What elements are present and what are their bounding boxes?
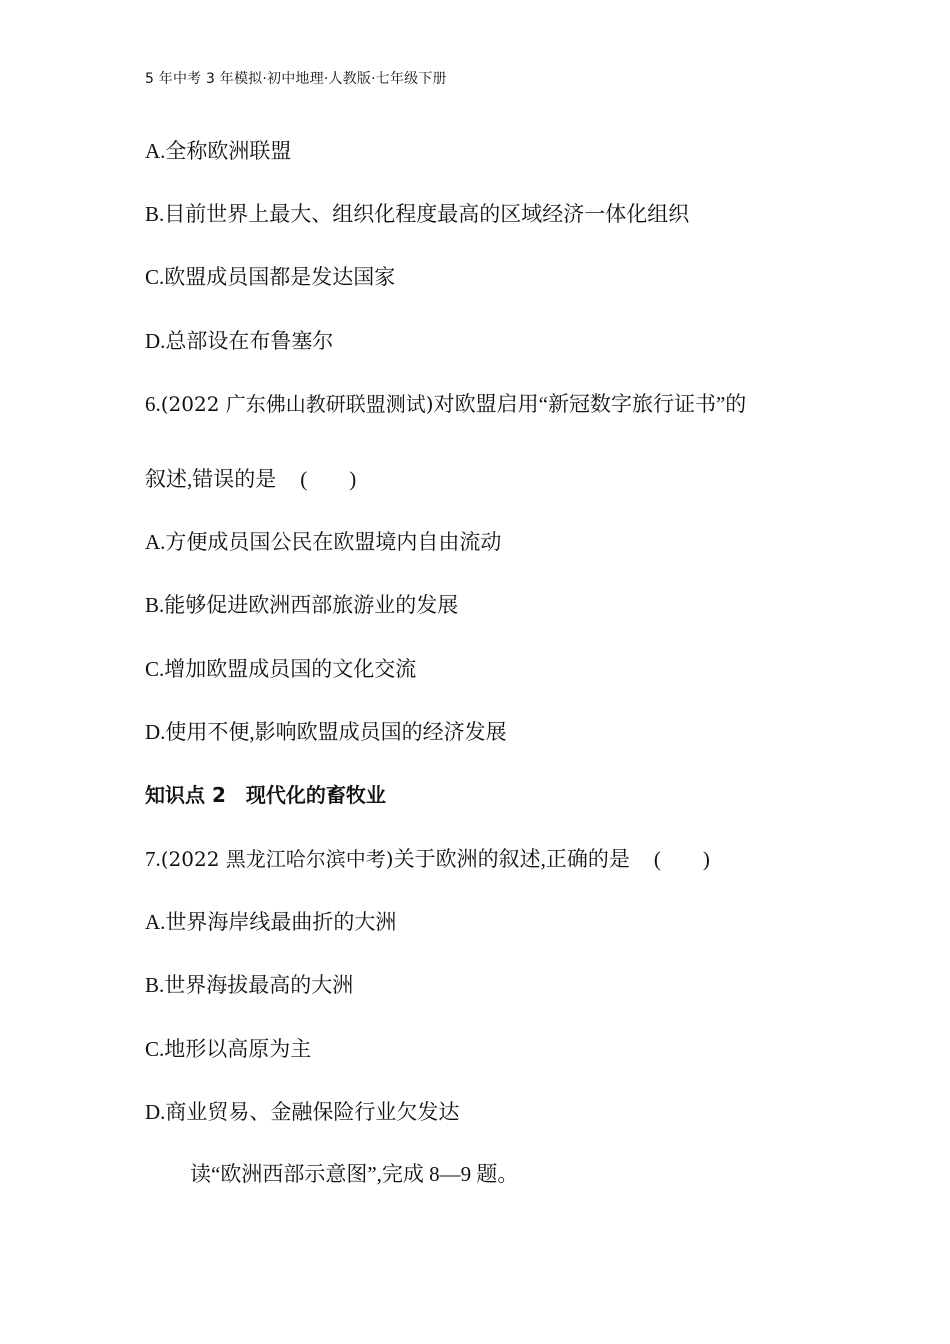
q7-option-d: D.商业贸易、金融保险行业欠发达 (145, 1100, 460, 1124)
q5-option-a: A.全称欧洲联盟 (145, 139, 292, 163)
q6-stem-text: 对欧盟启用“新冠数字旅行证书”的 (433, 392, 747, 416)
q6-number: 6. (145, 392, 161, 416)
q5-option-b: B.目前世界上最大、组织化程度最高的区域经济一体化组织 (145, 202, 690, 226)
q6-stem-line1 (145, 390, 746, 418)
q6-stem-line2 (145, 465, 356, 493)
q7-number: 7. (145, 847, 161, 871)
page-header: 5 年中考 3 年模拟·初中地理·人教版·七年级下册 (145, 71, 447, 87)
q7-option-b: B.世界海拔最高的大洲 (145, 973, 354, 997)
q6-stem-text-2: 叙述,错误的是 (145, 467, 277, 491)
q7-option-c: C.地形以高原为主 (145, 1037, 312, 1061)
q6-option-a: A.方便成员国公民在欧盟境内自由流动 (145, 530, 502, 554)
q6-option-b: B.能够促进欧洲西部旅游业的发展 (145, 593, 459, 617)
q6-answer-bracket: ( ) (300, 467, 357, 491)
q5-option-d: D.总部设在布鲁塞尔 (145, 329, 334, 353)
q5-option-c: C.欧盟成员国都是发达国家 (145, 265, 396, 289)
q7-stem-text: 关于欧洲的叙述,正确的是 (393, 847, 630, 871)
q7-option-a: A.世界海岸线最曲折的大洲 (145, 910, 397, 934)
q7-source: (2022 黑龙江哈尔滨中考) (160, 847, 394, 871)
q7-answer-bracket: ( ) (653, 847, 710, 871)
q6-option-d: D.使用不便,影响欧盟成员国的经济发展 (145, 720, 507, 744)
reading-instruction: 读“欧洲西部示意图”,完成 8—9 题。 (190, 1162, 519, 1186)
section-title: 知识点 2 现代化的畜牧业 (145, 783, 386, 807)
q7-stem (145, 845, 710, 873)
q6-option-c: C.增加欧盟成员国的文化交流 (145, 657, 417, 681)
q6-source: (2022 广东佛山教研联盟测试) (160, 392, 434, 416)
